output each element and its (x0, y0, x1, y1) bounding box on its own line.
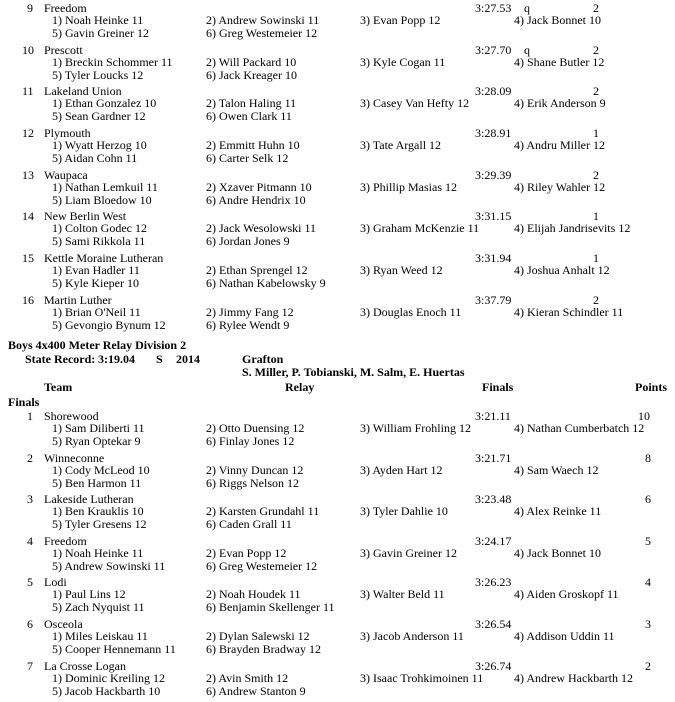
team-name: Osceola (44, 617, 83, 631)
team-time: 3:28.91 (475, 126, 512, 140)
runner: 3) Phillip Masias 12 (360, 180, 458, 194)
header-relay: Relay (285, 380, 315, 394)
runner: 6) Rylee Wendt 9 (206, 318, 290, 332)
team-place: 14 (22, 209, 34, 223)
team-name: Prescott (44, 43, 83, 57)
runner: 2) Evan Popp 12 (206, 546, 287, 560)
team-name: New Berlin West (44, 209, 127, 223)
runner: 2) Noah Houdek 11 (206, 587, 301, 601)
runner: 2) Ethan Sprengel 12 (206, 263, 308, 277)
runner: 2) Will Packard 10 (206, 55, 297, 69)
runner: 5) Jacob Hackbarth 10 (52, 684, 161, 698)
team-place: 10 (22, 43, 34, 57)
team-time: 3:27.70 (475, 43, 512, 57)
team-time: 3:37.79 (475, 293, 512, 307)
heat-number: 1 (593, 209, 599, 223)
runner: 6) Jordan Jones 9 (206, 234, 290, 248)
runner: 1) Dominic Kreiling 12 (52, 671, 165, 685)
team-time: 3:29.39 (475, 168, 512, 182)
runner: 3) Casey Van Hefty 12 (360, 96, 470, 110)
runner: 5) Tyler Gresens 12 (52, 517, 147, 531)
runner: 1) Paul Lins 12 (52, 587, 126, 601)
team-place: 6 (27, 617, 33, 631)
team-place: 3 (27, 492, 33, 506)
heat-number: 2 (593, 1, 599, 15)
runner: 2) Vinny Duncan 12 (206, 463, 304, 477)
runner: 2) Jimmy Fang 12 (206, 305, 294, 319)
team-name: Freedom (44, 534, 87, 548)
team-points: 6 (645, 492, 651, 506)
runner: 6) Riggs Nelson 12 (206, 476, 299, 490)
team-points: 3 (645, 617, 651, 631)
runner: 6) Carter Selk 12 (206, 151, 289, 165)
runner: 3) Walter Beld 11 (360, 587, 445, 601)
runner: 5) Gavin Greiner 12 (52, 26, 149, 40)
runner: 5) Liam Bloedow 10 (52, 193, 152, 207)
runner: 2) Dylan Salewski 12 (206, 629, 310, 643)
event-title: Boys 4x400 Meter Relay Division 2 (8, 338, 187, 352)
team-time: 3:27.53 (475, 1, 512, 15)
record-runners: S. Miller, P. Tobianski, M. Salm, E. Huertas (242, 365, 465, 379)
runner: 1) Ethan Gonzalez 10 (52, 96, 157, 110)
qualifier-mark: q (524, 1, 530, 15)
team-time: 3:23.48 (475, 492, 512, 506)
team-place: 5 (27, 575, 33, 589)
runner: 2) Avin Smith 12 (206, 671, 289, 685)
runner: 3) William Frohling 12 (360, 421, 471, 435)
runner: 6) Caden Grall 11 (206, 517, 292, 531)
runner: 4) Elijah Jandrisevits 12 (514, 221, 631, 235)
runner: 1) Nathan Lemkuil 11 (52, 180, 158, 194)
runner: 1) Brian O'Neil 11 (52, 305, 141, 319)
team-place: 4 (27, 534, 33, 548)
team-time: 3:24.17 (475, 534, 512, 548)
runner: 5) Sean Gardner 12 (52, 109, 146, 123)
team-place: 2 (27, 451, 33, 465)
team-time: 3:21.11 (475, 409, 511, 423)
header-team: Team (44, 380, 73, 394)
runner: 4) Addison Uddin 11 (514, 629, 615, 643)
runner: 4) Aiden Groskopf 11 (514, 587, 619, 601)
runner: 2) Andrew Sowinski 11 (206, 13, 320, 27)
team-place: 15 (22, 251, 34, 265)
qualifier-mark: q (524, 43, 530, 57)
team-name: Waupaca (44, 168, 88, 182)
team-time: 3:31.94 (475, 251, 512, 265)
runner: 4) Kieran Schindler 11 (514, 305, 624, 319)
team-name: Lakeland Union (44, 84, 122, 98)
runner: 4) Alex Reinke 11 (514, 504, 602, 518)
runner: 6) Brayden Bradway 12 (206, 642, 321, 656)
runner: 5) Ryan Optekar 9 (52, 434, 141, 448)
runner: 1) Cody McLeod 10 (52, 463, 150, 477)
runner: 3) Graham McKenzie 11 (360, 221, 480, 235)
runner: 5) Cooper Hennemann 11 (52, 642, 176, 656)
team-name: Winneconne (44, 451, 105, 465)
runner: 3) Ayden Hart 12 (360, 463, 443, 477)
team-points: 8 (645, 451, 651, 465)
heat-number: 2 (593, 293, 599, 307)
runner: 4) Erik Anderson 9 (514, 96, 606, 110)
section-label: Finals (8, 395, 40, 409)
team-place: 12 (22, 126, 34, 140)
runner: 1) Sam Diliberti 11 (52, 421, 145, 435)
team-time: 3:28.09 (475, 84, 512, 98)
runner: 6) Nathan Kabelowsky 9 (206, 276, 326, 290)
runner: 5) Aidan Cohn 11 (52, 151, 138, 165)
heat-number: 2 (593, 168, 599, 182)
runner: 4) Riley Wahler 12 (514, 180, 606, 194)
team-name: Kettle Moraine Lutheran (44, 251, 164, 265)
team-points: 5 (645, 534, 651, 548)
runner: 6) Andre Hendrix 10 (206, 193, 306, 207)
header-finals: Finals (482, 380, 514, 394)
runner: 5) Andrew Sowinski 11 (52, 559, 166, 573)
runner: 1) Noah Heinke 11 (52, 13, 144, 27)
team-place: 1 (27, 409, 33, 423)
heat-number: 1 (593, 251, 599, 265)
runner: 3) Jacob Anderson 11 (360, 629, 464, 643)
runner: 1) Wyatt Herzog 10 (52, 138, 147, 152)
runner: 5) Zach Nyquist 11 (52, 600, 145, 614)
runner: 6) Andrew Stanton 9 (206, 684, 306, 698)
team-time: 3:26.74 (475, 659, 512, 673)
runner: 6) Greg Westemeier 12 (206, 26, 318, 40)
runner: 2) Emmitt Huhn 10 (206, 138, 300, 152)
record-time: 3:19.04 (98, 352, 135, 366)
runner: 2) Xzaver Pitmann 10 (206, 180, 312, 194)
runner: 6) Jack Kreager 10 (206, 68, 297, 82)
runner: 5) Ben Harmon 11 (52, 476, 142, 490)
team-name: Martin Luther (44, 293, 112, 307)
runner: 1) Ben Krauklis 10 (52, 504, 144, 518)
heat-number: 2 (593, 43, 599, 57)
team-place: 13 (22, 168, 34, 182)
runner: 4) Sam Waech 12 (514, 463, 599, 477)
runner: 3) Evan Popp 12 (360, 13, 441, 27)
team-name: Plymouth (44, 126, 91, 140)
runner: 2) Talon Haling 11 (206, 96, 297, 110)
team-place: 9 (27, 1, 33, 15)
team-name: Lodi (44, 575, 67, 589)
runner: 4) Nathan Cumberbatch 12 (514, 421, 645, 435)
record-year: 2014 (176, 352, 200, 366)
runner: 4) Joshua Anhalt 12 (514, 263, 610, 277)
record-label: State Record: (25, 352, 96, 366)
team-name: La Crosse Logan (44, 659, 126, 673)
runner: 5) Gevongio Bynum 12 (52, 318, 166, 332)
team-time: 3:31.15 (475, 209, 512, 223)
runner: 4) Shane Butler 12 (514, 55, 605, 69)
team-points: 2 (645, 659, 651, 673)
runner: 3) Gavin Greiner 12 (360, 546, 457, 560)
runner: 3) Tyler Dahlie 10 (360, 504, 448, 518)
team-name: Freedom (44, 1, 87, 15)
heat-number: 1 (593, 126, 599, 140)
runner: 3) Isaac Trohkimoinen 11 (360, 671, 484, 685)
runner: 1) Noah Heinke 11 (52, 546, 144, 560)
runner: 5) Kyle Kieper 10 (52, 276, 139, 290)
runner: 2) Karsten Grundahl 11 (206, 504, 320, 518)
runner: 4) Andru Miller 12 (514, 138, 605, 152)
runner: 2) Jack Wesolowski 11 (206, 221, 317, 235)
team-name: Lakeside Lutheran (44, 492, 134, 506)
runner: 3) Tate Argall 12 (360, 138, 442, 152)
runner: 1) Evan Hadler 11 (52, 263, 140, 277)
team-time: 3:26.54 (475, 617, 512, 631)
runner: 6) Finlay Jones 12 (206, 434, 295, 448)
runner: 2) Otto Duensing 12 (206, 421, 305, 435)
runner: 3) Douglas Enoch 11 (360, 305, 462, 319)
runner: 3) Ryan Weed 12 (360, 263, 443, 277)
runner: 4) Jack Bonnet 10 (514, 546, 601, 560)
record-s: S (156, 352, 163, 366)
runner: 5) Tyler Loucks 12 (52, 68, 144, 82)
record-team: Grafton (242, 352, 284, 366)
team-place: 16 (22, 293, 34, 307)
team-points: 10 (638, 409, 650, 423)
runner: 6) Benjamin Skellenger 11 (206, 600, 335, 614)
header-points: Points (635, 380, 668, 394)
runner: 5) Sami Rikkola 11 (52, 234, 146, 248)
runner: 6) Greg Westemeier 12 (206, 559, 318, 573)
team-place: 11 (22, 84, 34, 98)
team-place: 7 (27, 659, 33, 673)
runner: 1) Miles Leiskau 11 (52, 629, 148, 643)
team-name: Shorewood (44, 409, 99, 423)
runner: 3) Kyle Cogan 11 (360, 55, 446, 69)
team-points: 4 (645, 575, 651, 589)
runner: 6) Owen Clark 11 (206, 109, 292, 123)
heat-number: 2 (593, 84, 599, 98)
team-time: 3:26.23 (475, 575, 512, 589)
runner: 1) Breckin Schommer 11 (52, 55, 173, 69)
runner: 1) Colton Godec 12 (52, 221, 147, 235)
team-time: 3:21.71 (475, 451, 512, 465)
runner: 4) Andrew Hackbarth 12 (514, 671, 633, 685)
runner: 4) Jack Bonnet 10 (514, 13, 601, 27)
